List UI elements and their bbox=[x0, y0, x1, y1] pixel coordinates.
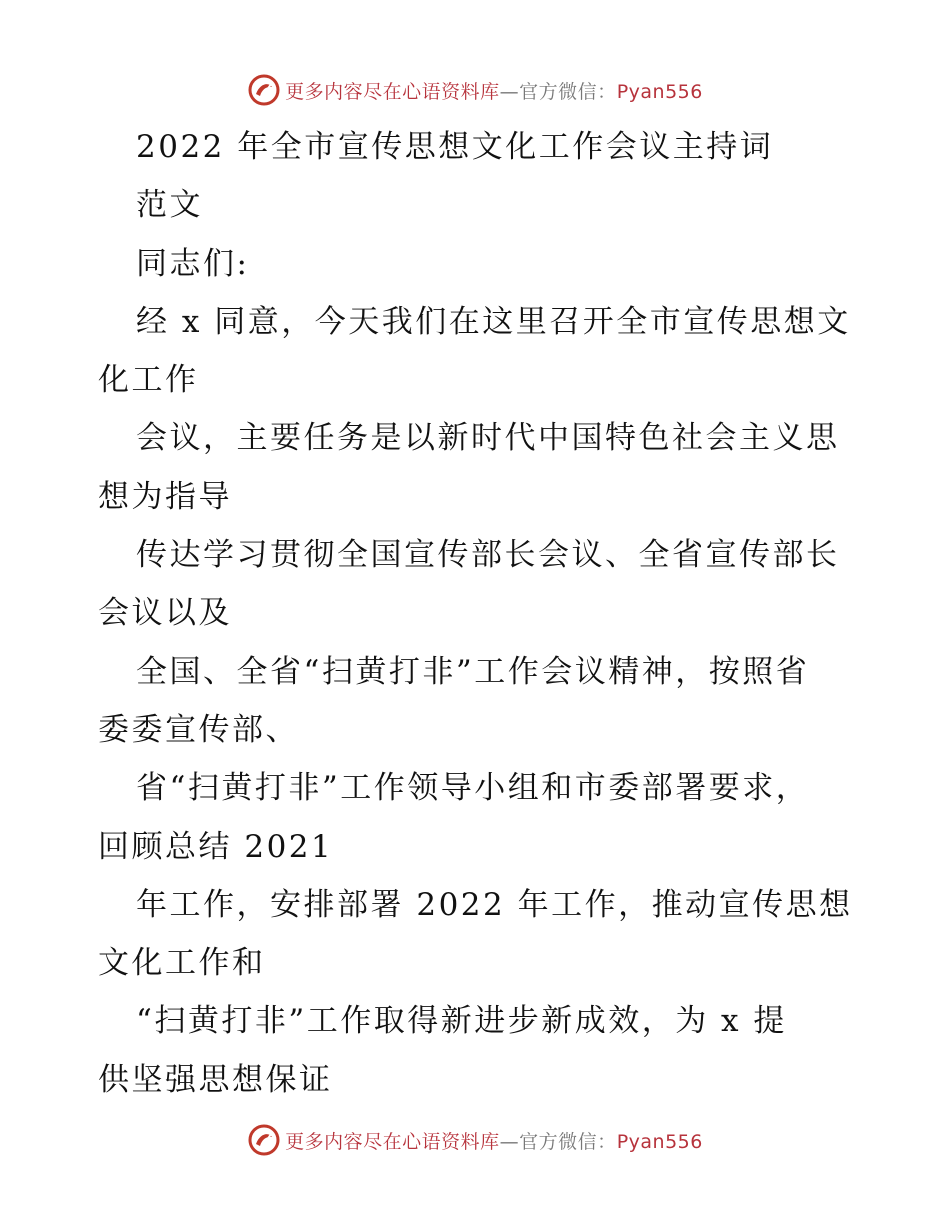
watermark-wechat-id: Pyan556 bbox=[616, 1130, 703, 1153]
watermark-banner-bottom bbox=[0, 1120, 950, 1160]
text-line: 供坚强思想保证 bbox=[98, 1061, 333, 1098]
text-line: 年工作，安排部署 2022 年工作，推动宣传思想 bbox=[136, 886, 853, 923]
watermark-text bbox=[285, 77, 703, 104]
watermark-banner-top bbox=[0, 70, 950, 110]
text-line: 委委宣传部、 bbox=[98, 711, 299, 748]
document-body bbox=[98, 118, 858, 1109]
watermark-separator: — bbox=[499, 80, 520, 103]
text-line: “扫黄打非”工作取得新进步新成效，为 x 提 bbox=[136, 1003, 787, 1040]
watermark-wechat-label: 官方微信： bbox=[519, 1130, 617, 1153]
text-line: 会议，主要任务是以新时代中国特色社会主义思 bbox=[136, 420, 840, 457]
text-line: 范文 bbox=[136, 187, 203, 224]
text-line: 传达学习贯彻全国宣传部长会议、全省宣传部长 bbox=[136, 537, 840, 574]
text-line: 2022 年全市宣传思想文化工作会议主持词 bbox=[136, 129, 774, 165]
text-line: 文化工作和 bbox=[98, 945, 266, 982]
watermark-wechat-id: Pyan556 bbox=[616, 80, 703, 103]
watermark-separator: — bbox=[499, 1130, 520, 1153]
watermark-site: 更多内容尽在心语资料库 bbox=[285, 80, 500, 103]
text-line: 想为指导 bbox=[98, 478, 232, 515]
text-line: 化工作 bbox=[98, 362, 199, 399]
watermark-site: 更多内容尽在心语资料库 bbox=[285, 1130, 500, 1153]
text-line: 省“扫黄打非”工作领导小组和市委部署要求， bbox=[136, 770, 810, 807]
watermark-text bbox=[285, 1127, 703, 1154]
text-line: 同志们: bbox=[136, 245, 250, 282]
watermark-wechat-label: 官方微信： bbox=[519, 80, 617, 103]
red-swirl-logo-icon bbox=[247, 1123, 281, 1157]
text-line: 经 x 同意，今天我们在这里召开全市宣传思想文 bbox=[136, 303, 851, 340]
red-swirl-logo-icon bbox=[247, 73, 281, 107]
text-line: 全国、全省“扫黄打非”工作会议精神，按照省 bbox=[136, 653, 810, 690]
text-line: 回顾总结 2021 bbox=[98, 828, 334, 865]
text-line: 会议以及 bbox=[98, 595, 232, 632]
